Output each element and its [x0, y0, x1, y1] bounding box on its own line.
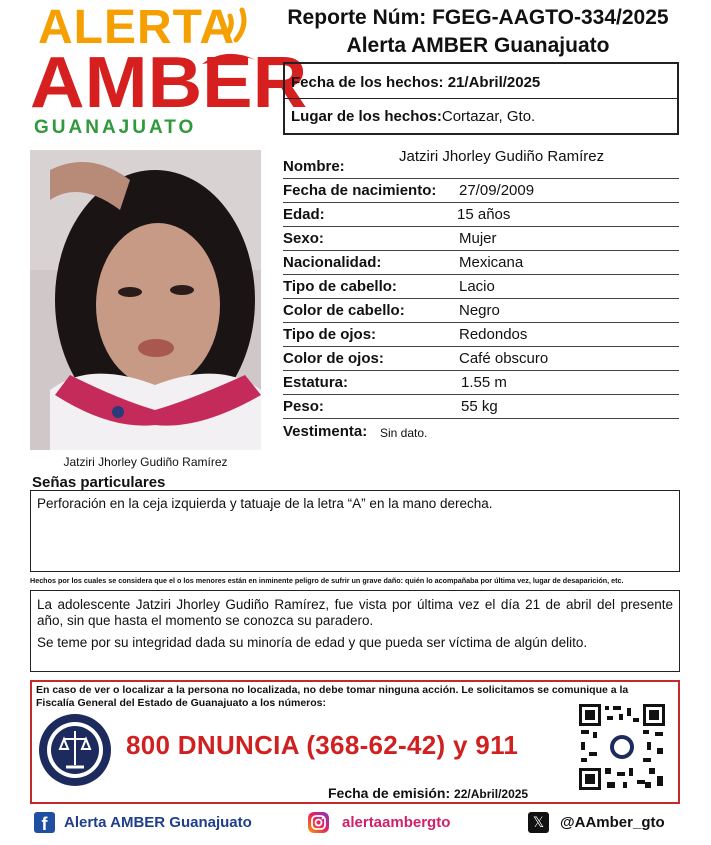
x-link[interactable]: @AAmber_gto	[560, 814, 665, 831]
facebook-link[interactable]: Alerta AMBER Guanajuato	[64, 814, 252, 831]
nacimiento-value: 27/09/2009	[459, 182, 535, 199]
color-ojos-label: Color de ojos:	[283, 350, 384, 367]
photo-caption: Jatziri Jhorley Gudiño Ramírez	[63, 455, 228, 469]
senas-text: Perforación en la ceja izquierda y tatuaje de la letra “A” en la mano derecha.	[30, 490, 680, 572]
info-row-nombre	[283, 148, 679, 178]
color-cabello-value: Negro	[459, 302, 500, 319]
senas-title: Señas particulares	[32, 474, 166, 491]
missing-person-photo	[30, 150, 261, 450]
instagram-link[interactable]: alertaambergto	[342, 814, 451, 831]
emission-date-value: 22/Abril/2025	[454, 787, 529, 801]
nombre-label: Nombre:	[283, 158, 345, 175]
fineprint-note: Hechos por los cuales se considera que el o los menores están en inminente peligro de sufrir un grave daño: quién lo acompañaba por última vez, lugar de desaparición, etc.	[30, 576, 624, 585]
instagram-icon[interactable]	[308, 812, 329, 833]
nacimiento-label: Fecha de nacimiento:	[283, 182, 437, 199]
tipo-ojos-label: Tipo de ojos:	[283, 326, 377, 343]
edad-value: 15 años	[457, 206, 511, 223]
nombre-value: Jatziri Jhorley Gudiño Ramírez	[399, 148, 605, 165]
event-place-label: Lugar de los hechos:	[291, 108, 442, 125]
nacionalidad-label: Nacionalidad:	[283, 254, 382, 271]
description-paragraph-2: Se teme por su integridad dada su minoría de edad y que pueda ser víctima de algún delito.	[37, 635, 588, 650]
peso-label: Peso:	[283, 398, 324, 415]
estatura-value: 1.55 m	[461, 374, 507, 391]
nacionalidad-value: Mexicana	[459, 254, 524, 271]
sexo-label: Sexo:	[283, 230, 324, 247]
sexo-value: Mujer	[459, 230, 497, 247]
peso-value: 55 kg	[461, 398, 498, 415]
event-date-label: Fecha de los hechos:	[291, 74, 444, 91]
report-number: Reporte Núm: FGEG-AAGTO-334/2025	[287, 6, 669, 29]
event-place-value: Cortazar, Gto.	[441, 108, 536, 125]
logo-amber-text: AMBER	[30, 43, 308, 123]
estatura-label: Estatura:	[283, 374, 349, 391]
tipo-cabello-label: Tipo de cabello:	[283, 278, 397, 295]
logo-alerta-text: ALERTA	[38, 1, 236, 54]
x-icon[interactable]: 𝕏	[528, 812, 549, 833]
edad-label: Edad:	[283, 206, 325, 223]
phone-number[interactable]: 800 DNUNCIA (368-62-42) y 911	[126, 730, 519, 760]
color-cabello-label: Color de cabello:	[283, 302, 405, 319]
qr-code-icon[interactable]	[577, 702, 667, 792]
emission-date	[328, 785, 528, 801]
tipo-cabello-value: Lacio	[459, 278, 495, 295]
signal-arcs-icon	[196, 6, 266, 66]
event-box	[283, 62, 679, 135]
event-date-value: 21/Abril/2025	[447, 74, 541, 91]
vestimenta-label: Vestimenta:	[283, 423, 368, 440]
description-box	[30, 590, 680, 672]
contact-instructions: En caso de ver o localizar a la persona no localizada, no debe tomar ninguna acción. Le solicitamos se comunique a la Fiscalía General del Estado de Guanajuato a los números:	[36, 684, 629, 709]
vestimenta-value: Sin dato.	[380, 426, 428, 440]
alert-subtitle: Alerta AMBER Guanajuato	[346, 34, 610, 57]
emission-date-label: Fecha de emisión:	[328, 785, 451, 801]
fiscalia-seal-icon	[38, 713, 112, 787]
description-paragraph-1: La adolescente Jatziri Jhorley Gudiño Ramírez, fue vista por última vez el día 21 de abril del presente año, sin que hasta el momento se conozca su paradero.	[37, 597, 673, 628]
facebook-icon[interactable]: f	[34, 812, 55, 833]
logo-guanajuato-text: GUANAJUATO	[34, 117, 197, 138]
color-ojos-value: Café obscuro	[459, 350, 549, 367]
tipo-ojos-value: Redondos	[459, 326, 528, 343]
